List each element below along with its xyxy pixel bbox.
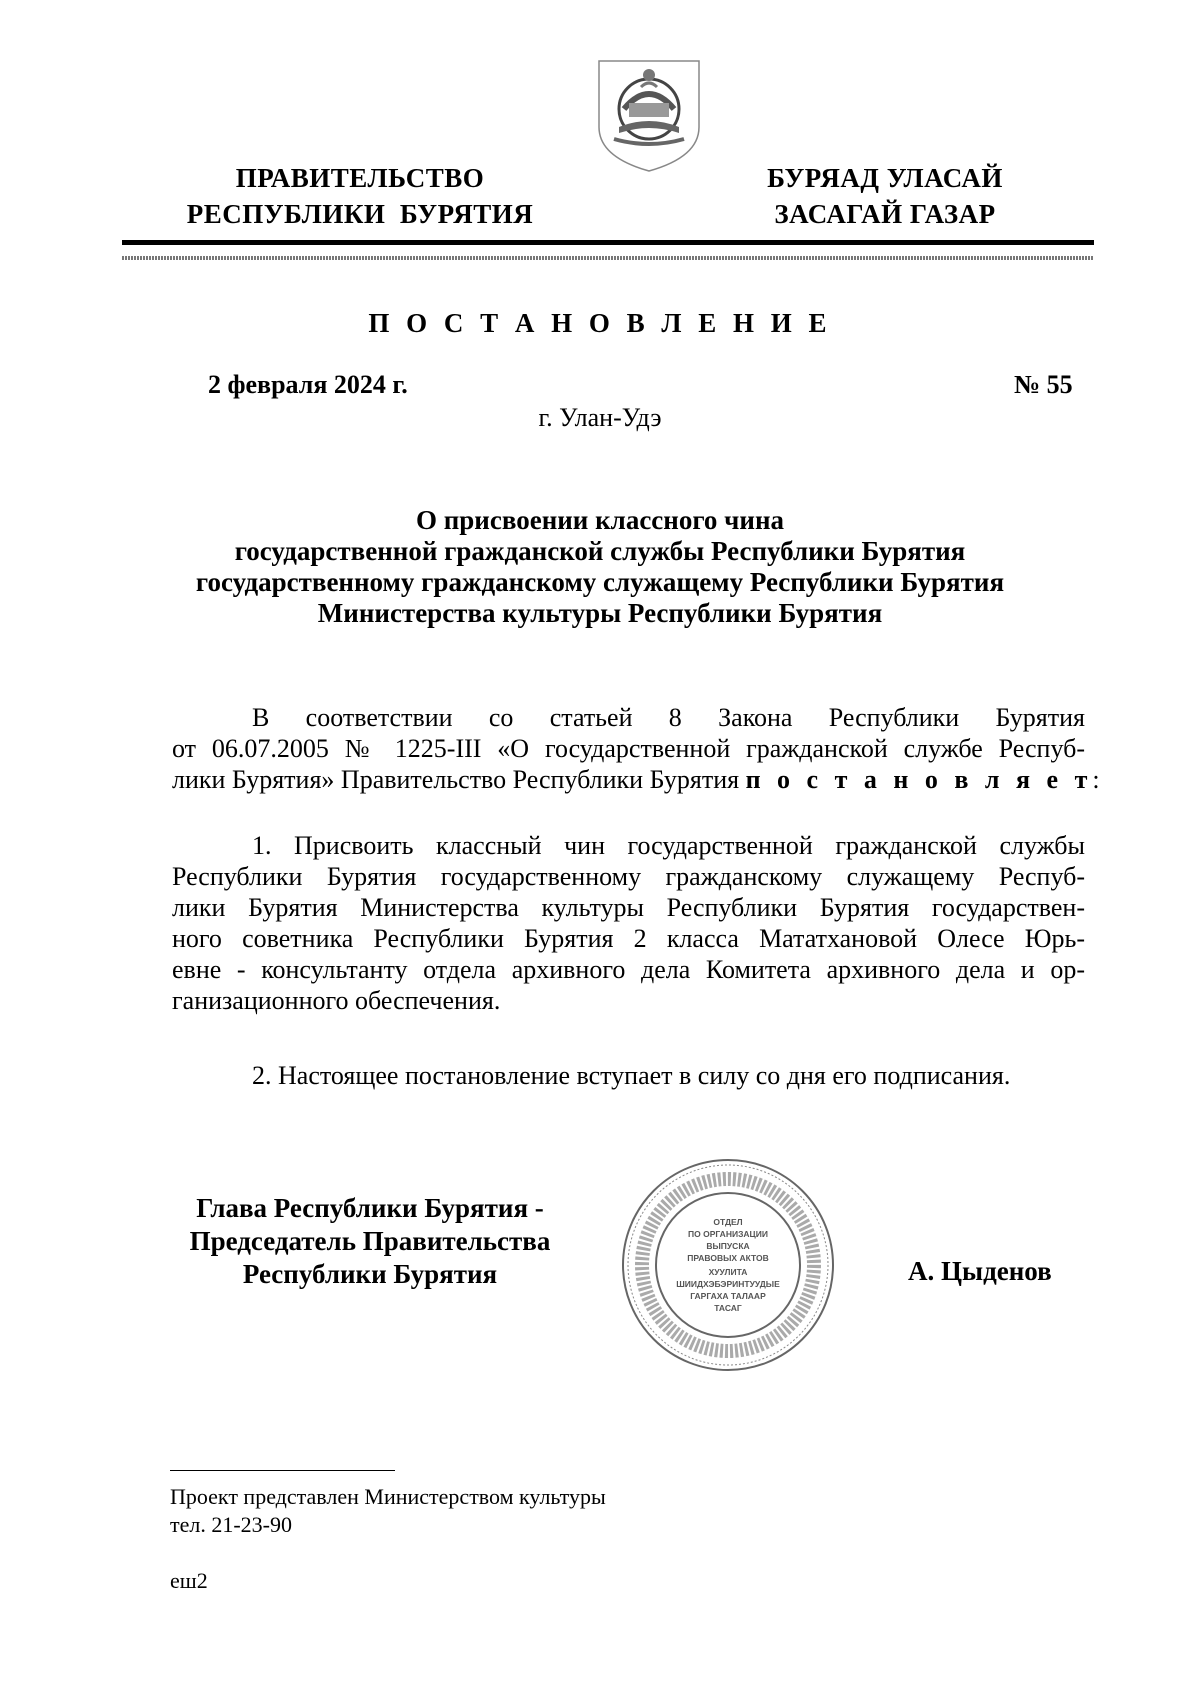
signatory-title-line: Глава Республики Бурятия - (196, 1193, 544, 1223)
svg-text:ВЫПУСКА: ВЫПУСКА (706, 1241, 750, 1251)
clause-line: ганизационного обеспечения. (172, 986, 501, 1015)
clause-line: 1. Присвоить классный чин государственной гражданской службы (252, 831, 1085, 860)
signatory-name: А. Цыденов (908, 1256, 1052, 1286)
signatory-title-line: Республики Бурятия (242, 1259, 498, 1289)
footer-divider (170, 1470, 395, 1471)
document-date: 2 февраля 2024 г. (208, 370, 408, 399)
clause-line: лики Бурятия Министерства культуры Республики Бурятия государствен- (172, 893, 1085, 922)
resolves-keyword: п о с т а н о в л я е т (745, 765, 1093, 794)
government-name-buryat-line-1: БУРЯАД УЛАСАЙ (767, 163, 1003, 193)
header-divider-thick (122, 240, 1094, 245)
government-name-line-2: РЕСПУБЛИКИ БУРЯТИЯ (186, 199, 534, 229)
header-divider-thin (122, 256, 1094, 260)
svg-text:ТАСАГ: ТАСАГ (714, 1303, 742, 1313)
document-title-line: государственному гражданскому служащему Республики Бурятия (195, 567, 1005, 597)
svg-text:ХУУЛИТА: ХУУЛИТА (708, 1267, 748, 1277)
document-title-line: О присвоении классного чина (415, 505, 785, 535)
preamble-line (172, 765, 1100, 794)
clause-1 (172, 830, 1085, 1016)
document-number: № 55 (1014, 370, 1073, 399)
government-name-line-1: ПРАВИТЕЛЬСТВО (235, 163, 485, 193)
coat-of-arms-icon (594, 57, 704, 175)
footer-phone: тел. 21-23-90 (170, 1512, 293, 1537)
clause-line: евне - консультанту отдела архивного дела Комитета архивного дела и ор- (172, 955, 1085, 984)
footer-submitted-by: Проект представлен Министерством культуры (170, 1484, 606, 1509)
document-title-line: государственной гражданской службы Республики Бурятия (234, 536, 966, 566)
government-name-russian (160, 160, 560, 232)
svg-text:ПО ОРГАНИЗАЦИИ: ПО ОРГАНИЗАЦИИ (688, 1229, 768, 1239)
signatory-title-line: Председатель Правительства (189, 1226, 551, 1256)
document-type: П О С Т А Н О В Л Е Н И Е (368, 308, 832, 338)
clause-2 (172, 1060, 1085, 1091)
svg-text:ПРАВОВЫХ АКТОВ: ПРАВОВЫХ АКТОВ (687, 1253, 769, 1263)
clause-line: 2. Настоящее постановление вступает в силу со дня его подписания. (252, 1061, 1011, 1090)
preamble-paragraph (172, 702, 1100, 795)
document-title (120, 505, 1080, 629)
preamble-colon: : (1092, 765, 1100, 794)
svg-text:ГАРГАХА ТАЛААР: ГАРГАХА ТАЛААР (690, 1291, 766, 1301)
clause-line: Республики Бурятия государственному гражданскому служащему Респуб- (172, 862, 1085, 891)
government-name-buryat (735, 160, 1035, 232)
preamble-line: от 06.07.2005 № 1225-III «О государственной гражданской службе Респуб- (172, 734, 1085, 763)
government-name-buryat-line-2: ЗАСАГАЙ ГАЗАР (774, 199, 996, 229)
clause-line: ного советника Республики Бурятия 2 класса Мататхановой Олесе Юрь- (172, 924, 1085, 953)
preamble-text: лики Бурятия» Правительство Республики Бурятия (172, 765, 746, 794)
preamble-line: В соответствии со статьей 8 Закона Республики Бурятия (252, 703, 1085, 732)
svg-text:ОТДЕЛ: ОТДЕЛ (713, 1217, 743, 1227)
official-seal-stamp (618, 1155, 838, 1375)
svg-text:ШИИДХЭБЭРИНТУУДЫЕ: ШИИДХЭБЭРИНТУУДЫЕ (676, 1279, 780, 1289)
footer-executor-code: еш2 (170, 1568, 208, 1593)
signatory-title (170, 1192, 570, 1291)
document-city: г. Улан-Удэ (538, 403, 662, 432)
document-title-line: Министерства культуры Республики Бурятия (317, 598, 883, 628)
